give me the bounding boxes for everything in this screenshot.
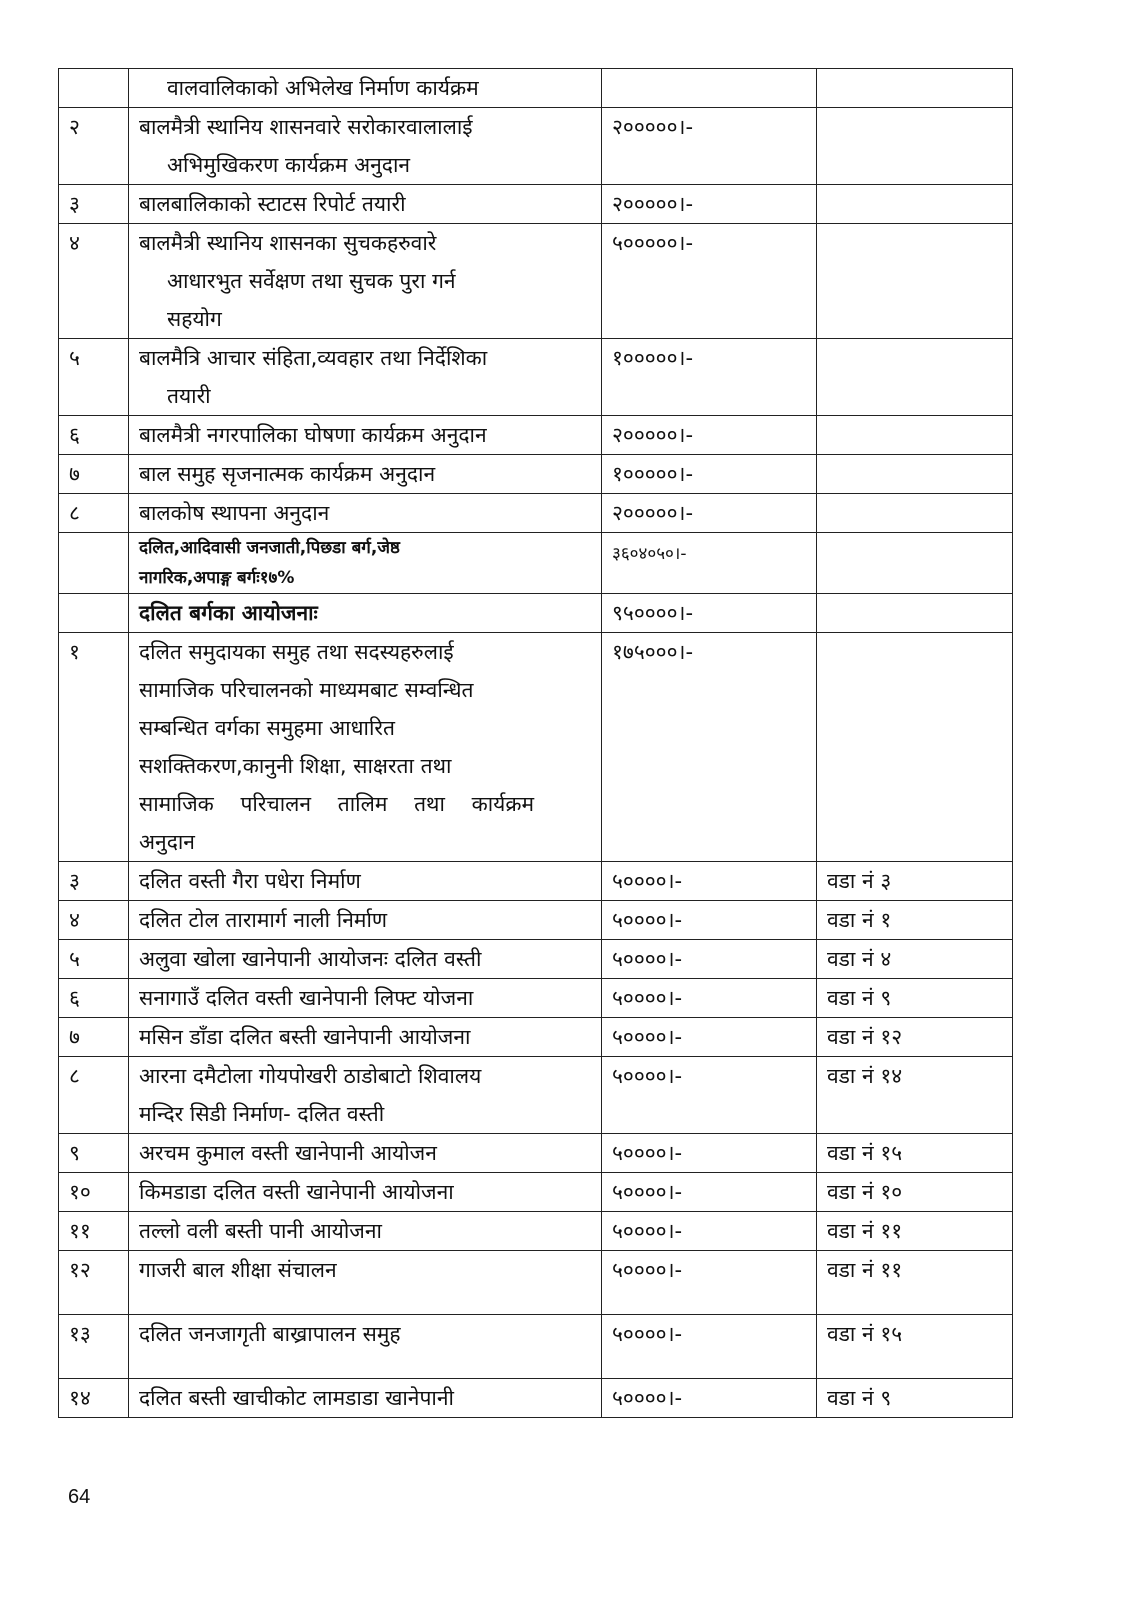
table-row: [59, 1251, 1013, 1315]
ward-cell: [817, 339, 1013, 416]
table-row: [59, 862, 1013, 901]
table-row: [59, 594, 1013, 633]
description-line: दलित टोल तारामार्ग नाली निर्माण: [139, 908, 388, 932]
row-number-cell: [59, 594, 129, 633]
description-line: वालवालिकाको अभिलेख निर्माण कार्यक्रम: [167, 76, 479, 100]
description-line: दलित,आदिवासी जनजाती,पिछडा बर्ग,जेष्ठ: [139, 538, 400, 558]
row-number-cell: ७: [59, 1018, 129, 1057]
description-cell: [129, 1173, 602, 1212]
description-line: बालमैत्रि आचार संहिता,व्यवहार तथा निर्देशिका: [139, 346, 488, 370]
description-cell: [129, 185, 602, 224]
ward-cell: वडा नं ३: [817, 862, 1013, 901]
row-number-cell: १२: [59, 1251, 129, 1315]
row-number-cell: ४: [59, 224, 129, 339]
amount-cell: [602, 633, 817, 862]
description-line: मसिन डाँडा दलित बस्ती खानेपानी आयोजना: [139, 1025, 471, 1049]
table-row: [59, 633, 1013, 862]
row-number-cell: ९: [59, 1134, 129, 1173]
table-row: [59, 979, 1013, 1018]
amount-cell: [602, 979, 817, 1018]
description-line: सम्बन्धित वर्गका समुहमा आधारित: [139, 716, 395, 740]
description-line: अनुदान: [139, 830, 195, 854]
amount-value: ३६०४०५०।-: [612, 544, 687, 564]
amount-cell: [602, 901, 817, 940]
amount-value: २०००००।-: [612, 501, 694, 525]
amount-cell: [602, 185, 817, 224]
ward-cell: वडा नं ४: [817, 940, 1013, 979]
row-number-cell: ८: [59, 494, 129, 533]
row-number-cell: ५: [59, 940, 129, 979]
description-cell: [129, 533, 602, 594]
table-row: [59, 1057, 1013, 1134]
row-number-cell: ६: [59, 416, 129, 455]
description-line: दलित समुदायका समुह तथा सदस्यहरुलाई: [139, 640, 454, 664]
amount-value: २०००००।-: [612, 192, 694, 216]
amount-value: ५००००।-: [612, 1386, 683, 1410]
ward-cell: [817, 108, 1013, 185]
description-line: बालमैत्री स्थानिय शासनका सुचकहरुवारे: [139, 231, 437, 255]
amount-cell: [602, 1018, 817, 1057]
ward-cell: [817, 69, 1013, 108]
ward-cell: [817, 594, 1013, 633]
amount-cell: [602, 1315, 817, 1379]
description-line: अलुवा खोला खानेपानी आयोजनः दलित वस्ती: [139, 947, 482, 971]
row-number-cell: २: [59, 108, 129, 185]
description-line: आधारभुत सर्वेक्षण तथा सुचक पुरा गर्न: [167, 269, 456, 293]
table-row: [59, 69, 1013, 108]
description-cell: [129, 339, 602, 416]
amount-value: ५००००।-: [612, 1141, 683, 1165]
description-cell: [129, 455, 602, 494]
amount-cell: [602, 1057, 817, 1134]
description-cell: [129, 594, 602, 633]
row-number-cell: ३: [59, 862, 129, 901]
description-line: नागरिक,अपाङ्ग बर्गः१७%: [139, 568, 295, 588]
ward-cell: वडा नं १: [817, 901, 1013, 940]
amount-cell: [602, 862, 817, 901]
description-cell: [129, 1251, 602, 1315]
page-number: 64: [68, 1486, 91, 1508]
row-number-cell: ८: [59, 1057, 129, 1134]
amount-cell: [602, 1212, 817, 1251]
amount-value: ९५००००।-: [612, 601, 694, 625]
row-number-cell: १: [59, 633, 129, 862]
amount-value: ५००००।-: [612, 1219, 683, 1243]
row-number-cell: [59, 69, 129, 108]
description-cell: [129, 633, 602, 862]
amount-cell: [602, 1134, 817, 1173]
description-line: किमडाडा दलित वस्ती खानेपानी आयोजना: [139, 1180, 454, 1204]
table-row: [59, 108, 1013, 185]
amount-value: ५००००।-: [612, 947, 683, 971]
row-number-cell: ६: [59, 979, 129, 1018]
description-line: बाल समुह सृजनात्मक कार्यक्रम अनुदान: [139, 462, 436, 486]
description-cell: [129, 224, 602, 339]
amount-value: २०००००।-: [612, 423, 694, 447]
amount-cell: [602, 1251, 817, 1315]
ward-cell: [817, 455, 1013, 494]
row-number-cell: [59, 533, 129, 594]
amount-value: ५००००।-: [612, 1258, 683, 1282]
amount-cell: [602, 1173, 817, 1212]
description-line: दलित जनजागृती बाख्रापालन समुह: [139, 1322, 401, 1346]
row-number-cell: ७: [59, 455, 129, 494]
amount-value: ५००००।-: [612, 908, 683, 932]
amount-value: ५००००।-: [612, 1025, 683, 1049]
amount-value: ५००००।-: [612, 1064, 683, 1088]
table-row: [59, 224, 1013, 339]
description-line: दलित बस्ती खाचीकोट लामडाडा खानेपानी: [139, 1386, 454, 1410]
amount-cell: [602, 940, 817, 979]
amount-value: २०००००।-: [612, 115, 694, 139]
description-line: मन्दिर सिडी निर्माण- दलित वस्ती: [139, 1102, 385, 1126]
ward-cell: वडा नं ९: [817, 979, 1013, 1018]
description-cell: [129, 979, 602, 1018]
amount-value: १०००००।-: [612, 462, 694, 486]
amount-value: ५००००।-: [612, 869, 683, 893]
description-cell: [129, 1379, 602, 1418]
description-line: सहयोग: [167, 307, 222, 331]
description-line: दलित बर्गका आयोजनाः: [139, 601, 318, 625]
table-row: [59, 339, 1013, 416]
amount-cell: [602, 455, 817, 494]
amount-cell: [602, 594, 817, 633]
amount-cell: [602, 224, 817, 339]
description-line: आरना दमैटोला गोयपोखरी ठाडोबाटो शिवालय: [139, 1064, 482, 1088]
amount-cell: [602, 416, 817, 455]
description-cell: [129, 1315, 602, 1379]
ward-cell: वडा नं १२: [817, 1018, 1013, 1057]
table-row: [59, 455, 1013, 494]
amount-value: १७५०००।-: [612, 640, 694, 664]
amount-value: ५००००।-: [612, 1322, 683, 1346]
description-line: बालमैत्री स्थानिय शासनवारे सरोकारवालालाई: [139, 115, 473, 139]
amount-value: ५००००।-: [612, 986, 683, 1010]
table-row: [59, 901, 1013, 940]
description-line: सनागाउँ दलित वस्ती खानेपानी लिफ्ट योजना: [139, 986, 474, 1010]
table-row: [59, 533, 1013, 594]
description-line: सशक्तिकरण,कानुनी शिक्षा, साक्षरता तथा: [139, 754, 452, 778]
table-row: [59, 185, 1013, 224]
row-number-cell: ३: [59, 185, 129, 224]
description-line: बालबालिकाको स्टाटस रिपोर्ट तयारी: [139, 192, 406, 216]
description-line: गाजरी बाल शीक्षा संचालन: [139, 1258, 337, 1282]
description-cell: [129, 1134, 602, 1173]
budget-table: [58, 68, 1013, 1418]
amount-cell: [602, 533, 817, 594]
description-line: सामाजिक परिचालन तालिम तथा कार्यक्रम: [139, 792, 535, 816]
ward-cell: [817, 185, 1013, 224]
description-line: बालकोष स्थापना अनुदान: [139, 501, 330, 525]
table-row: [59, 1379, 1013, 1418]
description-cell: [129, 69, 602, 108]
ward-cell: वडा नं १५: [817, 1315, 1013, 1379]
description-cell: [129, 1212, 602, 1251]
description-line: तयारी: [167, 384, 211, 408]
description-cell: [129, 1018, 602, 1057]
table-row: [59, 494, 1013, 533]
amount-cell: [602, 108, 817, 185]
ward-cell: वडा नं १५: [817, 1134, 1013, 1173]
ward-cell: वडा नं ११: [817, 1251, 1013, 1315]
row-number-cell: ११: [59, 1212, 129, 1251]
description-line: दलित वस्ती गैरा पधेरा निर्माण: [139, 869, 361, 893]
amount-cell: [602, 494, 817, 533]
amount-cell: [602, 339, 817, 416]
description-cell: [129, 416, 602, 455]
row-number-cell: १३: [59, 1315, 129, 1379]
ward-cell: [817, 533, 1013, 594]
amount-cell: [602, 1379, 817, 1418]
row-number-cell: ४: [59, 901, 129, 940]
ward-cell: [817, 416, 1013, 455]
description-cell: [129, 940, 602, 979]
description-cell: [129, 901, 602, 940]
ward-cell: [817, 494, 1013, 533]
ward-cell: [817, 633, 1013, 862]
description-cell: [129, 862, 602, 901]
ward-cell: वडा नं ११: [817, 1212, 1013, 1251]
amount-value: ५००००।-: [612, 1180, 683, 1204]
ward-cell: [817, 224, 1013, 339]
table-row: [59, 1315, 1013, 1379]
table-row: [59, 416, 1013, 455]
description-cell: [129, 494, 602, 533]
table-row: [59, 1212, 1013, 1251]
amount-cell: [602, 69, 817, 108]
amount-value: १०००००।-: [612, 346, 694, 370]
table-row: [59, 1018, 1013, 1057]
amount-value: ५०००००।-: [612, 231, 694, 255]
ward-cell: वडा नं १०: [817, 1173, 1013, 1212]
table-row: [59, 1134, 1013, 1173]
description-line: सामाजिक परिचालनको माध्यमबाट सम्वन्धित: [139, 678, 474, 702]
description-line: अरचम कुमाल वस्ती खानेपानी आयोजन: [139, 1141, 437, 1165]
row-number-cell: ५: [59, 339, 129, 416]
ward-cell: वडा नं ९: [817, 1379, 1013, 1418]
description-line: तल्लो वली बस्ती पानी आयोजना: [139, 1219, 382, 1243]
table-row: [59, 1173, 1013, 1212]
budget-table-body: [59, 69, 1013, 1418]
description-line: बालमैत्री नगरपालिका घोषणा कार्यक्रम अनुदान: [139, 423, 487, 447]
ward-cell: वडा नं १४: [817, 1057, 1013, 1134]
description-cell: [129, 108, 602, 185]
description-line: अभिमुखिकरण कार्यक्रम अनुदान: [167, 153, 411, 177]
description-cell: [129, 1057, 602, 1134]
table-row: [59, 940, 1013, 979]
row-number-cell: १०: [59, 1173, 129, 1212]
row-number-cell: १४: [59, 1379, 129, 1418]
